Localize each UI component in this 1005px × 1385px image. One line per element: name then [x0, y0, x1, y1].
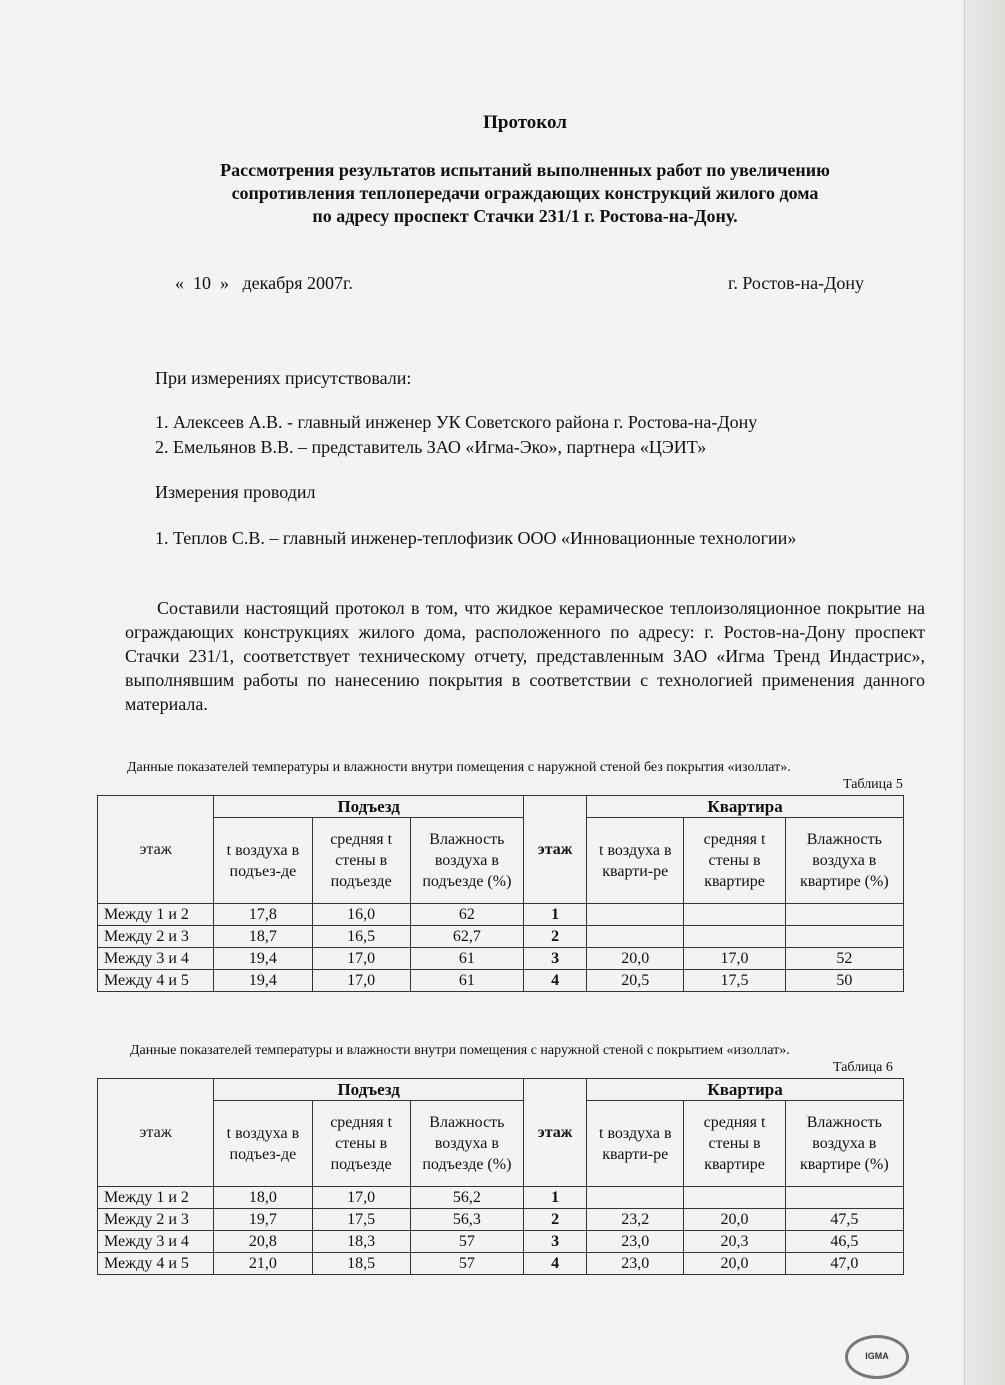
- scanner-page-edge: [964, 0, 1005, 1385]
- cell: [785, 926, 903, 948]
- col-header: t воздуха в кварти-ре: [587, 1101, 684, 1187]
- cell: 3: [524, 1231, 587, 1253]
- cell: 21,0: [214, 1253, 312, 1275]
- cell: 18,7: [214, 926, 312, 948]
- cell: [587, 904, 684, 926]
- document-subtitle: [100, 159, 950, 228]
- cell: 17,5: [684, 970, 785, 992]
- cell: 23,2: [587, 1209, 684, 1231]
- cell: 17,0: [312, 970, 410, 992]
- cell: 57: [410, 1231, 523, 1253]
- floor-header: этаж: [98, 1079, 214, 1187]
- cell: 3: [524, 948, 587, 970]
- cell: Между 1 и 2: [98, 1187, 214, 1209]
- cell: 20,5: [587, 970, 684, 992]
- cell: 4: [524, 970, 587, 992]
- cell: 1: [524, 1187, 587, 1209]
- cell: Между 2 и 3: [98, 1209, 214, 1231]
- col-header: Влажность воздуха в подъезде (%): [410, 818, 523, 904]
- table-row: [98, 1231, 904, 1253]
- cell: 47,5: [785, 1209, 903, 1231]
- cell: 1: [524, 904, 587, 926]
- subtitle-line: сопротивления теплопередачи ограждающих конструкций жилого дома: [231, 183, 819, 203]
- col-header: средняя t стены в квартире: [684, 818, 785, 904]
- table-row: [98, 1253, 904, 1275]
- cell: [785, 904, 903, 926]
- cell: Между 4 и 5: [98, 1253, 214, 1275]
- cell: 57: [410, 1253, 523, 1275]
- cell: 2: [524, 1209, 587, 1231]
- table5: [97, 795, 904, 992]
- document-date: « 10 » декабря 2007г.: [175, 273, 353, 293]
- cell: 56,3: [410, 1209, 523, 1231]
- col-header: средняя t стены в подъезде: [312, 1101, 410, 1187]
- document-title: Протокол: [483, 112, 567, 133]
- cell: 62,7: [410, 926, 523, 948]
- entrance-group-header: Подъезд: [214, 796, 524, 818]
- col-header: t воздуха в кварти-ре: [587, 818, 684, 904]
- cell: 17,5: [312, 1209, 410, 1231]
- apartment-group-header: Квартира: [587, 796, 904, 818]
- col-header: средняя t стены в подъезде: [312, 818, 410, 904]
- table-row: [98, 1187, 904, 1209]
- table6: [97, 1078, 904, 1275]
- cell: 23,0: [587, 1253, 684, 1275]
- measured-item: 1. Теплов С.В. – главный инженер-теплофизик ООО «Инновационные технологии»: [155, 528, 797, 548]
- cell: [684, 926, 785, 948]
- table5-caption: Данные показателей температуры и влажности внутри помещения с наружной стеной без покрытия «изоллат».: [127, 760, 791, 775]
- table6-label: Таблица 6: [833, 1060, 893, 1075]
- cell: 52: [785, 948, 903, 970]
- present-item: 2. Емельянов В.В. – представитель ЗАО «Игма-Эко», партнера «ЦЭИТ»: [155, 437, 707, 457]
- cell: 56,2: [410, 1187, 523, 1209]
- entrance-group-header: Подъезд: [214, 1079, 524, 1101]
- table-row: [98, 904, 904, 926]
- cell: Между 3 и 4: [98, 1231, 214, 1253]
- cell: 46,5: [785, 1231, 903, 1253]
- cell: 62: [410, 904, 523, 926]
- cell: 20,0: [684, 1253, 785, 1275]
- cell: 16,0: [312, 904, 410, 926]
- cell: 20,3: [684, 1231, 785, 1253]
- cell: 17,8: [214, 904, 312, 926]
- cell: 19,4: [214, 948, 312, 970]
- cell: 61: [410, 970, 523, 992]
- cell: [684, 904, 785, 926]
- cell: [587, 1187, 684, 1209]
- apartment-group-header: Квартира: [587, 1079, 904, 1101]
- cell: Между 4 и 5: [98, 970, 214, 992]
- table-row: [98, 1209, 904, 1231]
- col-header: t воздуха в подъез-де: [214, 1101, 312, 1187]
- present-item: 1. Алексеев А.В. - главный инженер УК Советского района г. Ростова-на-Дону: [155, 412, 758, 432]
- col-header: Влажность воздуха в квартире (%): [785, 818, 903, 904]
- cell: 47,0: [785, 1253, 903, 1275]
- col-header: Влажность воздуха в подъезде (%): [410, 1101, 523, 1187]
- cell: 61: [410, 948, 523, 970]
- cell: 23,0: [587, 1231, 684, 1253]
- present-heading: При измерениях присутствовали:: [155, 368, 412, 388]
- igma-logo: IGMA: [845, 1335, 909, 1379]
- cell: 4: [524, 1253, 587, 1275]
- cell: [684, 1187, 785, 1209]
- floor-header: этаж: [98, 796, 214, 904]
- cell: [587, 926, 684, 948]
- col-header: средняя t стены в квартире: [684, 1101, 785, 1187]
- document-city: г. Ростов-на-Дону: [728, 273, 865, 293]
- table-row: [98, 970, 904, 992]
- subtitle-line: Рассмотрения результатов испытаний выполненных работ по увеличению: [220, 160, 830, 180]
- cell: 20,0: [684, 1209, 785, 1231]
- cell: 50: [785, 970, 903, 992]
- cell: 19,7: [214, 1209, 312, 1231]
- cell: Между 2 и 3: [98, 926, 214, 948]
- measured-heading: Измерения проводил: [155, 482, 316, 502]
- cell: 18,0: [214, 1187, 312, 1209]
- cell: 20,0: [587, 948, 684, 970]
- cell: 19,4: [214, 970, 312, 992]
- col-header: Влажность воздуха в квартире (%): [785, 1101, 903, 1187]
- col-header: t воздуха в подъез-де: [214, 818, 312, 904]
- subtitle-line: по адресу проспект Стачки 231/1 г. Ростова-на-Дону.: [312, 206, 738, 226]
- cell: Между 3 и 4: [98, 948, 214, 970]
- table6-caption: Данные показателей температуры и влажности внутри помещения с наружной стеной с покрытием «изоллат».: [130, 1043, 790, 1058]
- cell: 17,0: [312, 948, 410, 970]
- table-row: [98, 948, 904, 970]
- table5-label: Таблица 5: [843, 777, 903, 792]
- cell: Между 1 и 2: [98, 904, 214, 926]
- cell: 20,8: [214, 1231, 312, 1253]
- apt-floor-header: этаж: [524, 796, 587, 904]
- cell: 2: [524, 926, 587, 948]
- cell: [785, 1187, 903, 1209]
- cell: 16,5: [312, 926, 410, 948]
- body-paragraph: Составили настоящий протокол в том, что жидкое керамическое теплоизоляционное покрытие на ограждающих конструкциях жилого дома, расположенного по адресу: г. Ростов-на-Дону проспект Стачки 231/1, соответствует техническому отчету, представленным ЗАО «Игма Тренд Индастрис», выполнявшим работы по нанесению покрытия в соответствии с технологией применения данного материала.: [125, 598, 925, 714]
- table-row: [98, 926, 904, 948]
- apt-floor-header: этаж: [524, 1079, 587, 1187]
- cell: 17,0: [684, 948, 785, 970]
- cell: 18,3: [312, 1231, 410, 1253]
- cell: 17,0: [312, 1187, 410, 1209]
- cell: 18,5: [312, 1253, 410, 1275]
